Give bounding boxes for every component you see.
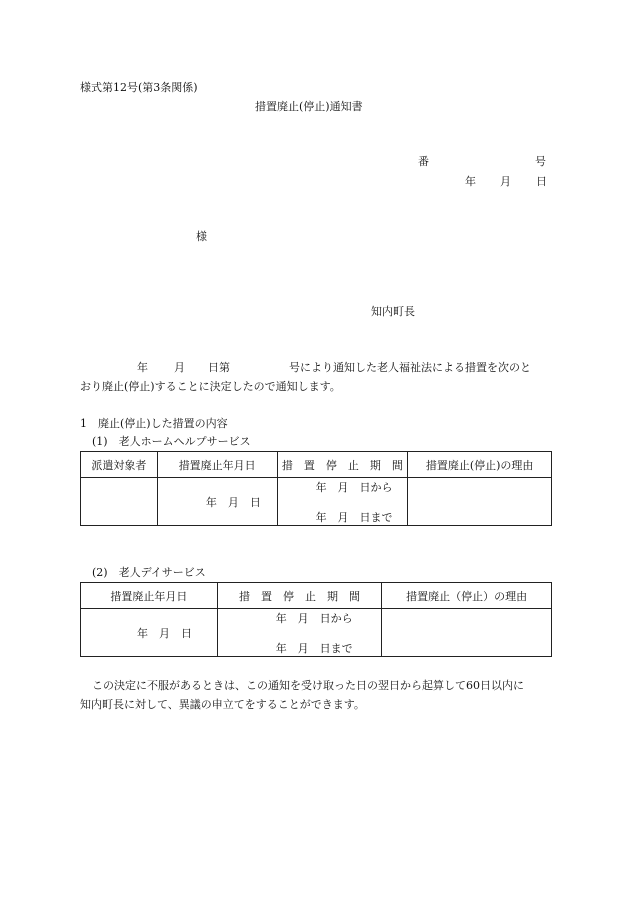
date-day-label: 日 <box>536 175 547 188</box>
appeal-notice-line2: 知内町長に対して、異議の申立てをすることができます。 <box>80 698 365 711</box>
body-line1-rest: 号により通知した老人福祉法による措置を次のと <box>289 361 531 374</box>
date-year-label: 年 <box>465 175 476 188</box>
table2-date-cell <box>81 609 218 657</box>
form-number: 様式第12号(第3条関係) <box>80 81 198 94</box>
body-year: 年 <box>137 361 148 374</box>
table2-date-value: 年 月 日 <box>137 627 192 640</box>
table1-date-cell <box>157 478 277 526</box>
table1-header-period: 措 置 停 止 期 間 <box>277 452 408 478</box>
table1-header-reason: 措置廃止(停止)の理由 <box>408 452 552 478</box>
number-label: 番 <box>418 155 429 168</box>
number-suffix: 号 <box>535 155 546 168</box>
document-title: 措置廃止(停止)通知書 <box>255 100 363 113</box>
table1-date-value: 年 月 日 <box>205 496 261 509</box>
table1-period-to: 年 月 日まで <box>315 511 393 524</box>
table1-reason-cell <box>408 478 552 526</box>
table2-header-date: 措置廃止年月日 <box>81 583 218 609</box>
table2-header-reason: 措置廃止（停止）の理由 <box>382 583 552 609</box>
table2-period-to: 年 月 日まで <box>275 642 353 655</box>
body-line2: おり廃止(停止)することに決定したので通知します。 <box>80 380 341 393</box>
section1-sub2: (2) 老人デイサービス <box>92 566 206 579</box>
addressee-honorific: 様 <box>196 230 207 243</box>
table2-reason-cell <box>382 609 552 657</box>
table2-period-from: 年 月 日から <box>275 612 353 625</box>
homehelp-table <box>80 451 552 526</box>
table1-target-cell <box>81 478 158 526</box>
date-month-label: 月 <box>500 175 511 188</box>
table1-header-date: 措置廃止年月日 <box>157 452 277 478</box>
section1-sub1: (1) 老人ホームヘルプサービス <box>92 435 251 448</box>
table1-header-target: 派遣対象者 <box>81 452 158 478</box>
sender-name: 知内町長 <box>371 305 415 318</box>
dayservice-table <box>80 582 552 657</box>
table2-period-cell <box>217 609 382 657</box>
table1-period-cell <box>277 478 408 526</box>
table2-header-period: 措 置 停 止 期 間 <box>217 583 382 609</box>
body-month: 月 <box>174 361 185 374</box>
table1-period-from: 年 月 日から <box>315 481 393 494</box>
body-day: 日第 <box>208 361 230 374</box>
appeal-notice-line1: この決定に不服があるときは、この通知を受け取った日の翌日から起算して60日以内に <box>92 679 524 692</box>
section1-heading: 1 廃止(停止)した措置の内容 <box>80 417 228 430</box>
